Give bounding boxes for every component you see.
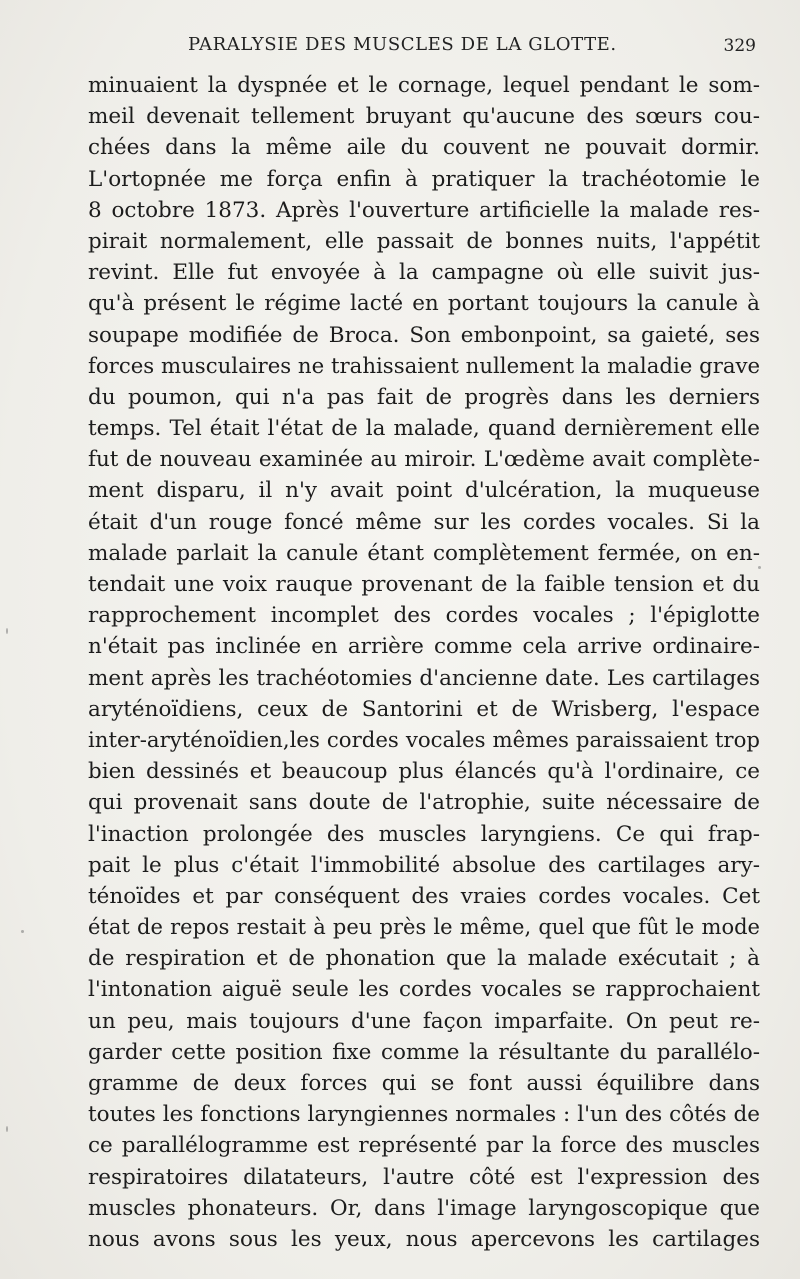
text-line: temps. Tel était l'état de la malade, quand dernièrement elle [88, 416, 760, 442]
text-line: ment après les trachéotomies d'ancienne date. Les cartilages [88, 665, 760, 691]
text-line: fut de nouveau examinée au miroir. L'œdème avait complète- [88, 447, 760, 473]
text-line: L'ortopnée me força enfin à pratiquer la trachéotomie le [88, 166, 760, 192]
text-line: pirait normalement, elle passait de bonnes nuits, l'appétit [88, 228, 760, 254]
text-line: bien dessinés et beaucoup plus élancés qu'à l'ordinaire, ce [88, 759, 760, 785]
text-line: l'inaction prolongée des muscles laryngiens. Ce qui frap- [88, 821, 760, 847]
text-line: qui provenait sans doute de l'atrophie, suite nécessaire de [88, 790, 760, 816]
text-line: l'intonation aiguë seule les cordes vocales se rapprochaient [88, 977, 760, 1003]
text-line: nous avons sous les yeux, nous apercevons les cartilages [88, 1226, 760, 1252]
text-line: inter-aryténoïdien,les cordes vocales mêmes paraissaient trop [88, 727, 760, 753]
text-line: ce parallélogramme est représenté par la force des muscles [88, 1133, 760, 1159]
text-line: toutes les fonctions laryngiennes normales : l'un des côtés de [88, 1102, 760, 1128]
text-line: pait le plus c'était l'immobilité absolue des cartilages ary- [88, 852, 760, 878]
text-line: de respiration et de phonation que la malade exécutait ; à [88, 946, 760, 972]
text-line: garder cette position fixe comme la résultante du parallélo- [88, 1039, 760, 1065]
text-line: un peu, mais toujours d'une façon imparfaite. On peut re- [88, 1008, 760, 1034]
print-speck [6, 1126, 8, 1132]
text-line: n'était pas inclinée en arrière comme cela arrive ordinaire- [88, 634, 760, 660]
text-line: du poumon, qui n'a pas fait de progrès dans les derniers [88, 384, 760, 410]
text-line: malade parlait la canule étant complètement fermée, on en- [88, 540, 760, 566]
text-line: gramme de deux forces qui se font aussi équilibre dans [88, 1071, 760, 1096]
text-line: ténoïdes et par conséquent des vraies cordes vocales. Cet [88, 883, 760, 909]
text-line: meil devenait tellement bruyant qu'aucune des sœurs cou- [88, 104, 760, 130]
text-line: soupape modifiée de Broca. Son embonpoint, sa gaieté, ses [88, 322, 760, 348]
body-text [88, 70, 760, 1255]
text-line: 8 octobre 1873. Après l'ouverture artificielle la malade res- [88, 197, 760, 223]
text-line: tendait une voix rauque provenant de la faible tension et du [88, 572, 760, 597]
text-line: muscles phonateurs. Or, dans l'image laryngoscopique que [88, 1195, 760, 1221]
text-line: était d'un rouge foncé même sur les cordes vocales. Si la [88, 509, 760, 535]
text-line: qu'à présent le régime lacté en portant toujours la canule à [88, 291, 760, 317]
text-line: revint. Elle fut envoyée à la campagne où elle suivit jus- [88, 260, 760, 286]
page-number: 329 [723, 36, 756, 56]
running-header [88, 34, 760, 62]
text-line: respiratoires dilatateurs, l'autre côté est l'expression des [88, 1164, 760, 1190]
text-line: état de repos restait à peu près le même, quel que fût le mode [88, 915, 760, 940]
text-line: rapprochement incomplet des cordes vocales ; l'épiglotte [88, 603, 760, 629]
print-speck [758, 566, 761, 569]
text-line: chées dans la même aile du couvent ne pouvait dormir. [88, 135, 760, 161]
text-line: ment disparu, il n'y avait point d'ulcération, la muqueuse [88, 478, 760, 504]
running-title: PARALYSIE DES MUSCLES DE LA GLOTTE. [188, 34, 617, 55]
text-line: forces musculaires ne trahissaient nullement la maladie grave [88, 353, 760, 379]
text-line: aryténoïdiens, ceux de Santorini et de Wrisberg, l'espace [88, 696, 760, 722]
print-speck [6, 628, 8, 634]
text-line: minuaient la dyspnée et le cornage, lequel pendant le som- [88, 73, 760, 98]
print-speck [21, 930, 24, 933]
